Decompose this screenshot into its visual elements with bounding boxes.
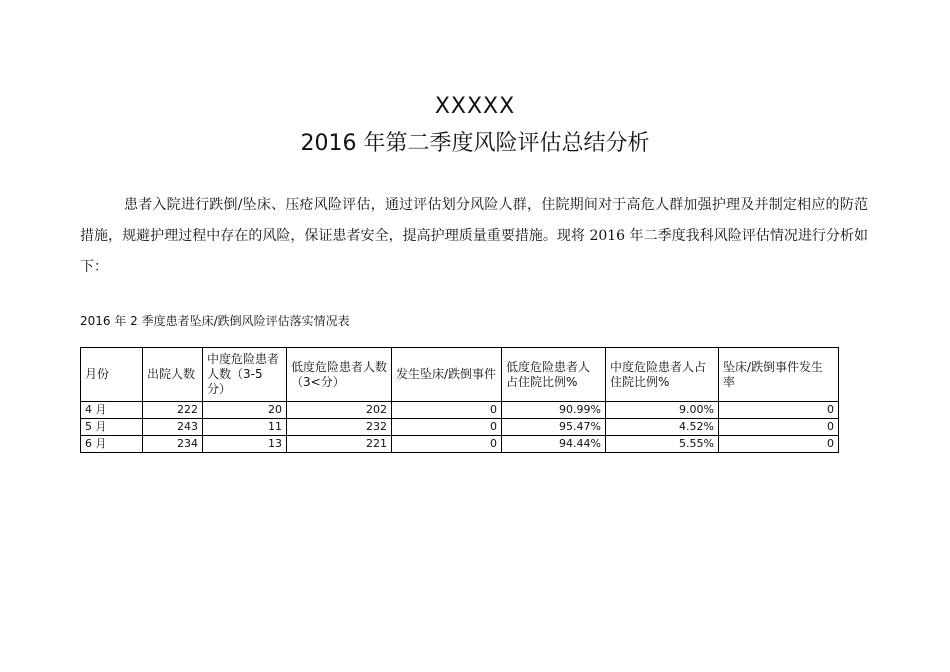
cell-low-risk-count: 232 — [287, 419, 392, 436]
header-low-risk-count: 低度危险患者人数（3<分） — [287, 348, 392, 402]
cell-low-risk-ratio: 90.99% — [502, 402, 606, 419]
cell-discharged: 243 — [143, 419, 203, 436]
table-header-row — [81, 348, 839, 402]
cell-month: 4 月 — [81, 402, 143, 419]
cell-fall-events: 0 — [392, 436, 502, 453]
risk-assessment-table — [80, 347, 839, 453]
cell-low-risk-count: 221 — [287, 436, 392, 453]
intro-paragraph: 患者入院进行跌倒/坠床、压疮风险评估，通过评估划分风险人群，住院期间对于高危人群加强护理及并制定相应的防范措施，规避护理过程中存在的风险，保证患者安全，提高护理质量重要措施。现将 2016 年二季度我科风险评估情况进行分析如下： — [80, 197, 868, 275]
table-row — [81, 436, 839, 453]
table-caption: 2016 年 2 季度患者坠床/跌倒风险评估落实情况表 — [80, 314, 350, 328]
header-fall-rate: 坠床/跌倒事件发生率 — [719, 348, 839, 402]
cell-fall-rate: 0 — [719, 436, 839, 453]
header-moderate-risk-count: 中度危险患者人数（3-5 分） — [203, 348, 287, 402]
cell-moderate-risk-ratio: 4.52% — [606, 419, 719, 436]
cell-fall-rate: 0 — [719, 402, 839, 419]
cell-moderate-risk-ratio: 5.55% — [606, 436, 719, 453]
cell-moderate-risk-count: 20 — [203, 402, 287, 419]
cell-low-risk-ratio: 95.47% — [502, 419, 606, 436]
cell-fall-events: 0 — [392, 402, 502, 419]
document-title-org: XXXXX — [434, 94, 516, 119]
table-row — [81, 419, 839, 436]
cell-low-risk-count: 202 — [287, 402, 392, 419]
cell-discharged: 222 — [143, 402, 203, 419]
document-title: 2016 年第二季度风险评估总结分析 — [300, 131, 650, 156]
cell-discharged: 234 — [143, 436, 203, 453]
header-fall-events: 发生坠床/跌倒事件 — [392, 348, 502, 402]
header-low-risk-ratio: 低度危险患者人占住院比例% — [502, 348, 606, 402]
header-discharged: 出院人数 — [143, 348, 203, 402]
cell-month: 6 月 — [81, 436, 143, 453]
header-moderate-risk-ratio: 中度危险患者人占住院比例% — [606, 348, 719, 402]
cell-moderate-risk-count: 13 — [203, 436, 287, 453]
cell-low-risk-ratio: 94.44% — [502, 436, 606, 453]
cell-moderate-risk-ratio: 9.00% — [606, 402, 719, 419]
header-month: 月份 — [81, 348, 143, 402]
table-row — [81, 402, 839, 419]
cell-month: 5 月 — [81, 419, 143, 436]
cell-moderate-risk-count: 11 — [203, 419, 287, 436]
cell-fall-events: 0 — [392, 419, 502, 436]
cell-fall-rate: 0 — [719, 419, 839, 436]
